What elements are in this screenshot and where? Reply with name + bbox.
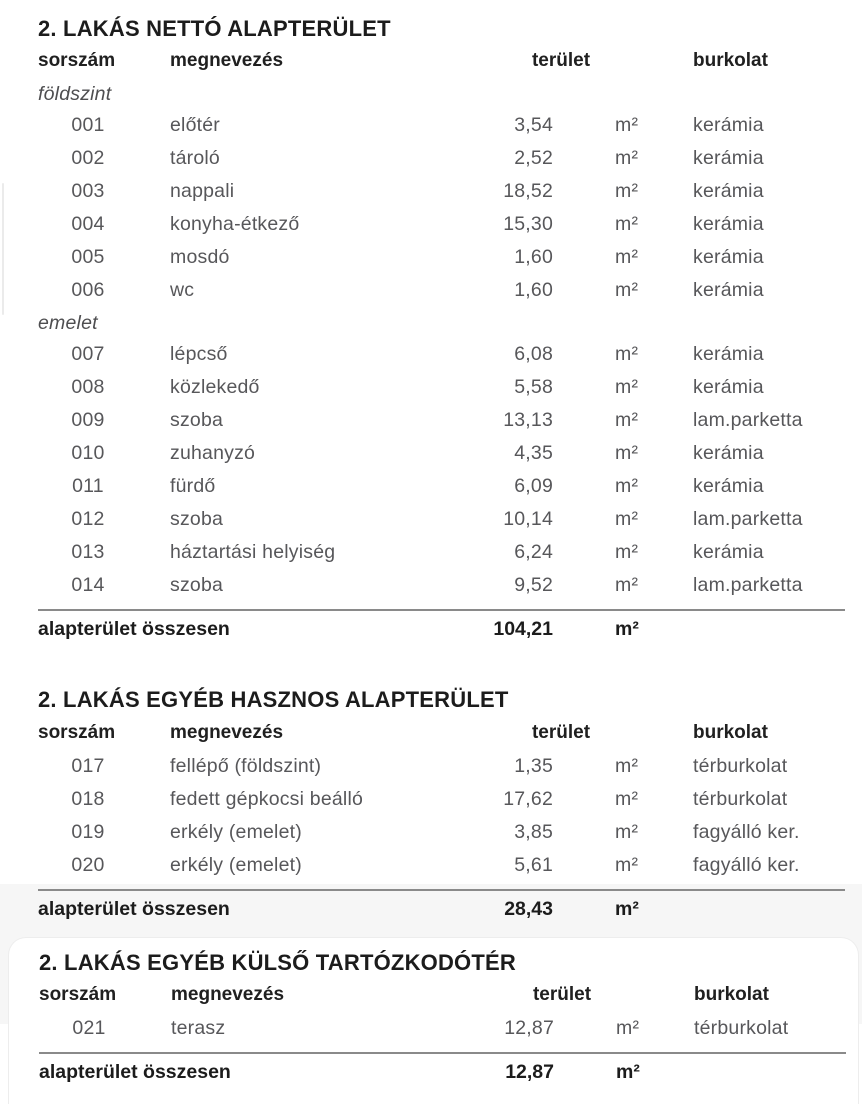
finish: térburkolat [694, 1016, 789, 1039]
row-number: 014 [71, 574, 105, 597]
area-unit: m² [615, 508, 639, 531]
table-header-row [38, 722, 845, 755]
table-row [38, 755, 845, 788]
table-row [38, 574, 845, 607]
finish: kerámia [693, 475, 764, 498]
table-row [38, 180, 845, 213]
row-number: 009 [71, 409, 105, 432]
table-row [38, 409, 845, 442]
row-number: 002 [71, 147, 105, 170]
area-unit: m² [615, 279, 639, 302]
floor-group-label: földszint [38, 83, 112, 106]
row-number: 010 [71, 442, 105, 465]
table-row [38, 147, 845, 180]
row-number: 011 [72, 475, 104, 498]
area-unit: m² [616, 1016, 640, 1039]
column-header-terulet: terület [532, 983, 592, 1005]
section-other-useful-area [38, 687, 845, 930]
row-number: 001 [71, 114, 105, 137]
finish: lam.parketta [693, 508, 803, 531]
total-row [38, 609, 845, 651]
total-unit: m² [615, 897, 639, 920]
table-row [38, 114, 845, 147]
total-row [39, 1052, 846, 1094]
column-header-terulet: terület [531, 721, 591, 743]
area-value: 5,58 [514, 376, 553, 399]
room-name: konyha-étkező [170, 213, 300, 236]
room-name: fellépő (földszint) [170, 754, 322, 777]
area-unit: m² [615, 820, 639, 843]
room-name: fürdő [170, 475, 216, 498]
total-label: alapterület összesen [39, 1060, 231, 1083]
column-header-megnevezes: megnevezés [170, 721, 284, 743]
row-number: 003 [71, 180, 105, 203]
table-row [38, 541, 845, 574]
area-value: 6,09 [514, 475, 553, 498]
room-name: lépcső [170, 343, 228, 366]
area-unit: m² [615, 787, 639, 810]
floor-group-label: emelet [38, 312, 98, 335]
row-number: 021 [72, 1016, 106, 1039]
row-number: 020 [71, 853, 105, 876]
area-unit: m² [615, 114, 639, 137]
room-name: erkély (emelet) [170, 853, 302, 876]
room-name: előtér [170, 114, 220, 137]
total-unit: m² [616, 1060, 640, 1083]
finish: lam.parketta [693, 409, 803, 432]
finish: fagyálló ker. [693, 853, 800, 876]
table-row [39, 1017, 846, 1050]
table-row [38, 279, 845, 312]
total-label: alapterület összesen [38, 897, 230, 920]
area-unit: m² [615, 853, 639, 876]
table-row [38, 508, 845, 541]
finish: kerámia [693, 213, 764, 236]
area-value: 1,60 [514, 246, 553, 269]
column-header-burkolat: burkolat [693, 50, 768, 72]
room-name: zuhanyzó [170, 442, 256, 465]
row-number: 004 [71, 213, 105, 236]
column-header-megnevezes: megnevezés [170, 50, 284, 72]
finish: kerámia [693, 180, 764, 203]
table-row [38, 442, 845, 475]
total-value: 12,87 [505, 1060, 554, 1083]
row-number: 019 [71, 820, 105, 843]
column-header-burkolat: burkolat [693, 721, 768, 743]
table-row [38, 246, 845, 279]
room-name: szoba [170, 508, 224, 531]
column-header-sorszam: sorszám [39, 983, 117, 1005]
finish: kerámia [693, 147, 764, 170]
table-header-row [38, 50, 845, 83]
area-value: 2,52 [514, 147, 553, 170]
area-value: 9,52 [514, 574, 553, 597]
room-name: szoba [170, 409, 224, 432]
row-number: 018 [71, 787, 105, 810]
area-value: 18,52 [503, 180, 553, 203]
area-value: 13,13 [503, 409, 553, 432]
section-title: 2. LAKÁS EGYÉB HASZNOS ALAPTERÜLET [38, 687, 509, 713]
room-name: wc [170, 279, 195, 302]
column-header-burkolat: burkolat [694, 983, 769, 1005]
area-unit: m² [615, 541, 639, 564]
scan-card [8, 937, 859, 1104]
table-row [38, 376, 845, 409]
room-name: fedett gépkocsi beálló [170, 787, 364, 810]
area-value: 15,30 [503, 213, 553, 236]
finish: kerámia [693, 541, 764, 564]
column-header-terulet: terület [531, 50, 591, 72]
row-number: 012 [71, 508, 105, 531]
column-header-megnevezes: megnevezés [171, 983, 285, 1005]
area-value: 6,08 [514, 343, 553, 366]
total-label: alapterület összesen [38, 618, 230, 641]
area-unit: m² [615, 213, 639, 236]
finish: térburkolat [693, 787, 788, 810]
room-name: erkély (emelet) [170, 820, 302, 843]
section-title: 2. LAKÁS NETTÓ ALAPTERÜLET [38, 16, 391, 41]
table-header-row [39, 984, 846, 1017]
finish: kerámia [693, 442, 764, 465]
area-value: 4,35 [514, 442, 553, 465]
area-value: 10,14 [503, 508, 553, 531]
area-value: 5,61 [514, 853, 553, 876]
row-number: 017 [71, 754, 105, 777]
row-number: 013 [71, 541, 105, 564]
room-name: közlekedő [170, 376, 260, 399]
area-unit: m² [615, 376, 639, 399]
finish: kerámia [693, 246, 764, 269]
table-row [38, 788, 845, 821]
finish: kerámia [693, 279, 764, 302]
section-net-floor-area [38, 0, 845, 651]
table-row [38, 213, 845, 246]
area-value: 3,85 [514, 820, 553, 843]
finish: lam.parketta [693, 574, 803, 597]
finish: fagyálló ker. [693, 820, 800, 843]
total-unit: m² [615, 618, 639, 641]
area-unit: m² [615, 409, 639, 432]
table-row [38, 854, 845, 887]
area-unit: m² [615, 246, 639, 269]
area-value: 1,35 [514, 754, 553, 777]
section-title: 2. LAKÁS EGYÉB KÜLSŐ TARTÓZKODÓTÉR [39, 949, 516, 975]
room-name: háztartási helyiség [170, 541, 336, 564]
room-name: nappali [170, 180, 235, 203]
room-name: terasz [171, 1016, 226, 1039]
finish: kerámia [693, 376, 764, 399]
area-value: 17,62 [503, 787, 553, 810]
room-name: szoba [170, 574, 224, 597]
area-value: 1,60 [514, 279, 553, 302]
finish: kerámia [693, 114, 764, 137]
total-row [38, 889, 845, 931]
area-unit: m² [615, 475, 639, 498]
row-number: 008 [71, 376, 105, 399]
area-value: 6,24 [514, 541, 553, 564]
total-value: 28,43 [504, 897, 553, 920]
area-value: 12,87 [504, 1016, 554, 1039]
table-row [38, 343, 845, 376]
area-unit: m² [615, 147, 639, 170]
area-unit: m² [615, 754, 639, 777]
finish: térburkolat [693, 754, 788, 777]
room-name: mosdó [170, 246, 230, 269]
area-unit: m² [615, 180, 639, 203]
row-number: 007 [71, 343, 105, 366]
area-unit: m² [615, 343, 639, 366]
table-row [38, 475, 845, 508]
row-number: 006 [71, 279, 105, 302]
finish: kerámia [693, 343, 764, 366]
area-value: 3,54 [514, 114, 553, 137]
total-value: 104,21 [493, 618, 553, 641]
area-unit: m² [615, 442, 639, 465]
row-number: 005 [71, 246, 105, 269]
column-header-sorszam: sorszám [38, 721, 116, 743]
column-header-sorszam: sorszám [38, 50, 116, 72]
area-unit: m² [615, 574, 639, 597]
table-row [38, 821, 845, 854]
bottom-scan-card [0, 937, 862, 1104]
section-outer-area [39, 950, 846, 1094]
room-name: tároló [170, 147, 220, 170]
